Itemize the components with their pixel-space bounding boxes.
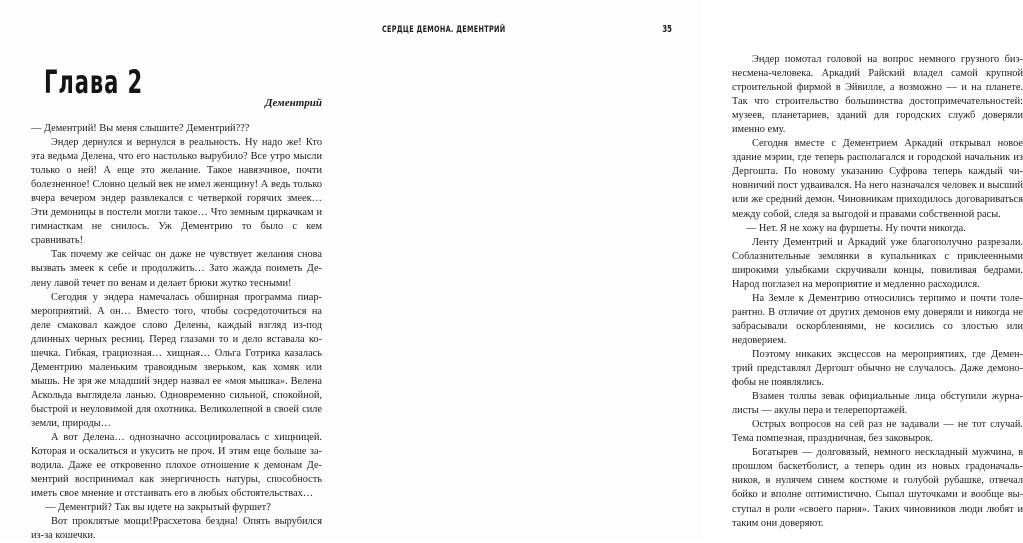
running-head-title: СЕРДЦЕ ДЕМОНА. ДЕМЕНТРИЙ xyxy=(382,24,506,34)
paragraph: Сегодня вместе с Дементрием Аркадий открывал новое здание мэрии, где теперь располагался и городской начальник из Дергошта. По новому указанию Суфрова теперь каждый чиновничий пост удваивался. На него назначался человек и высший или же средний демон. Чиновникам приходилось договариваться между собой, следя за выгодой и правами собственной расы. xyxy=(732,138,1023,220)
paragraph: Эндер дернулся и вернулся в реальность. Ну надо же! Кто эта ведьма Делена, что его настолько вырубило? Все утро мысли только о ней! А еще это желание. Такое навязчивое, почти болезненное! Словно целый век не имел женщину! А ведь только вчера вечером эндер развлекался с четверкой горячих змеек… Эти демоницы в постели могли такое… Что земным циркачкам и гимнасткам не снилось. Уж Дементрию то было с кем сравнивать! xyxy=(31,137,322,247)
chapter-title: Глава 2 xyxy=(44,63,144,102)
paragraph: Сегодня у эндера намечалась обширная программа пиар-мероприятий. А он… Вместо того, чтобы сосредоточиться на деле смаковал каждое слово Делены, каждый взгляд из-под длинных черных ресниц. Перед глазами то и дело вставала кошечка. Гибкая, грациозная… хищная… Ольга Готрика казалась Дементрию маленьким травоядным зверьком, как хомяк или мышь. Не зря же младший эндер назвал ее «моя мышка». Велена Аскольда выглядела ланью. Одновременно сильной, спокойной, быстрой и неуловимой для охотника. Великолепной в своей силе земли, природы… xyxy=(31,291,322,429)
body-text-right-column xyxy=(732,53,1023,531)
paragraph: — Дементрий? Так вы идете на закрытый фуршет? xyxy=(45,502,271,514)
paragraph: Вот проклятые мощи!Ррасхетова бездна! Опять вырубился из-за кошечки. xyxy=(31,516,322,542)
paragraph: На Земле к Дементрию относились терпимо и почти толерантно. В отличие от других демонов ему доверяли и никогда не забрасывали оскорблениями, не косились со злостью или недоверием. xyxy=(732,292,1023,346)
paragraph: Эндер помотал головой на вопрос немного грузного бизнесмена-человека. Аркадий Райский владел самой крупной строительной фирмой в Эйвилле, а возможно — и на планете. Так что строительство большинства достопримечательностей: музеев, планетариев, зданий для городских служб доверяли именно ему. xyxy=(732,54,1023,136)
paragraph: Так почему же сейчас он даже не чувствует желания снова вызвать змеек к себе и продолжить… Зато жажда поиметь Делену лавой течет по венам и делает брюки жутко тесными! xyxy=(31,249,322,289)
paragraph: Поэтому никаких эксцессов на мероприятиях, где Дементрий представлял Дергошт обычно не случалось. Даже демонофобы не появлялись. xyxy=(732,348,1023,389)
page-right-leaf xyxy=(351,0,1023,540)
paragraph: Богатырев — долговязый, немного нескладный мужчина, в прошлом баскетболист, а теперь один из новых градоначальников, в нулячем синем костюме и голубой рубашке, отвечал бойко и вполне оптимистично. Сыпал шуточками и вообще выступал в роли «своего парня». Таких чиновников люди любят и таким они доверяют. xyxy=(732,447,1023,529)
paragraph: — Дементрий! Вы меня слышите? Дементрий??? xyxy=(31,123,250,134)
paragraph: А вот Делена… однозначно ассоциировалась с хищницей. Которая и оскалиться и укусить не проч. И этим еще больше заводила. Даже ее откровенно плохое отношение к демонам Дементрий воспринимал как энергичность натуры, способность иметь свое мнение и отстаивать его в любых обстоятельствах… xyxy=(31,432,322,500)
running-head xyxy=(382,24,672,40)
paragraph: Взамен толпы зевак официальные лица обступили журналисты — акулы пера и телерепортажей. xyxy=(732,391,1023,417)
page-left-leaf xyxy=(0,0,351,540)
chapter-byline: Дементрий xyxy=(265,97,322,109)
page-number: 35 xyxy=(662,24,672,35)
paragraph: Острых вопросов на сей раз не задавали — не тот случай. Тема помпезная, праздничная, без заковырок. xyxy=(732,419,1023,445)
paragraph: — Нет. Я не хожу на фуршеты. Ну почти никогда. xyxy=(746,222,966,234)
paragraph: Ленту Дементрий и Аркадий уже благополучно разрезали. Соблазнительные землянки в купальниках с приклеенными широкими улыбками скручивали концы, повиливая бедрами. Народ поглазел на мероприятие и медленно расходился. xyxy=(732,236,1023,290)
body-text-left-column xyxy=(31,122,322,543)
